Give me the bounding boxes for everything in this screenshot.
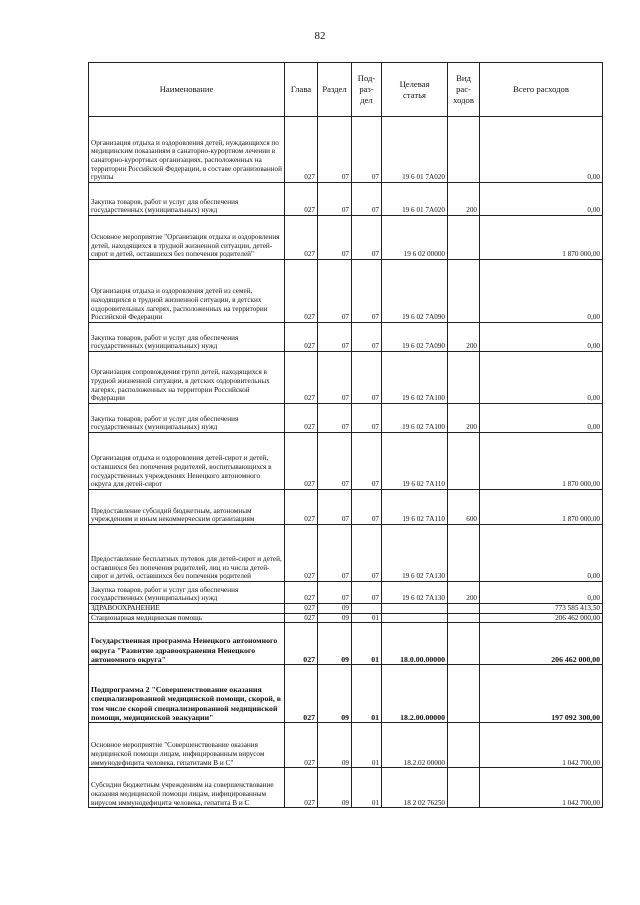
table-row (89, 490, 603, 525)
row-name: Субсидии бюджетным учреждениям на совершенствование оказания медицинской помощи лицам, инфицированным вирусом иммунодефицита человека, гепатита В и С (89, 768, 285, 808)
row-target: 19 6 02 7А090 (382, 260, 448, 323)
row-amount: 1 870 000,00 (480, 490, 603, 525)
table-row (89, 623, 603, 665)
table-row (89, 404, 603, 433)
row-amount: 0,00 (480, 404, 603, 433)
row-glava: 027 (285, 117, 318, 183)
header-razdel: Раздел (318, 63, 352, 117)
row-name: Закупка товаров, работ и услуг для обеспечения государственных (муниципальных) нужд (89, 183, 285, 216)
header-name: Наименование (89, 63, 285, 117)
header-total: Всего расходов (480, 63, 603, 117)
header-target: Целевая статья (382, 63, 448, 117)
row-target: 18.2.02 00000 (382, 723, 448, 768)
row-glava: 027 (285, 613, 318, 623)
table-row (89, 768, 603, 808)
row-target (382, 613, 448, 623)
row-razdel: 09 (318, 768, 352, 808)
table-row (89, 582, 603, 604)
row-podrazdel: 07 (352, 260, 382, 323)
row-name: Государственная программа Ненецкого автономного округа "Развитие здравоохранения Ненецкого автономного округа" (89, 623, 285, 665)
row-name: Закупка товаров, работ и услуг для обеспечения государственных (муниципальных) нужд (89, 582, 285, 604)
row-target: 19 6 01 7А020 (382, 183, 448, 216)
row-amount: 1 042 700,00 (480, 768, 603, 808)
row-razdel: 09 (318, 613, 352, 623)
row-vid: 200 (448, 582, 480, 604)
row-amount: 0,00 (480, 525, 603, 582)
row-podrazdel: 07 (352, 323, 382, 352)
row-vid (448, 604, 480, 614)
row-razdel: 07 (318, 525, 352, 582)
row-vid (448, 260, 480, 323)
row-target: 19 6 01 7А020 (382, 117, 448, 183)
row-amount: 197 092 300,00 (480, 665, 603, 723)
row-target (382, 604, 448, 614)
row-name: Закупка товаров, работ и услуг для обеспечения государственных (муниципальных) нужд (89, 404, 285, 433)
row-glava: 027 (285, 604, 318, 614)
table-row (89, 117, 603, 183)
row-name: Предоставление субсидий бюджетным, автономным учреждениям и иным некоммерческим организациям (89, 490, 285, 525)
table-row (89, 183, 603, 216)
row-target: 19 6 02 7А090 (382, 323, 448, 352)
table-row (89, 433, 603, 490)
row-razdel: 07 (318, 216, 352, 260)
row-glava: 027 (285, 183, 318, 216)
row-target: 19 6 02 7А100 (382, 404, 448, 433)
row-name: ЗДРАВООХРАНЕНИЕ (89, 604, 285, 614)
row-amount: 0,00 (480, 183, 603, 216)
row-razdel: 07 (318, 260, 352, 323)
row-vid: 200 (448, 183, 480, 216)
row-glava: 027 (285, 404, 318, 433)
row-razdel: 07 (318, 490, 352, 525)
row-amount: 206 462 000,00 (480, 623, 603, 665)
row-name: Закупка товаров, работ и услуг для обеспечения государственных (муниципальных) нужд (89, 323, 285, 352)
row-podrazdel: 01 (352, 723, 382, 768)
row-razdel: 09 (318, 604, 352, 614)
row-glava: 027 (285, 665, 318, 723)
row-podrazdel (352, 604, 382, 614)
row-amount: 0,00 (480, 260, 603, 323)
row-glava: 027 (285, 433, 318, 490)
row-glava: 027 (285, 490, 318, 525)
row-target: 19 6 02 00000 (382, 216, 448, 260)
row-name: Предоставление бесплатных путевок для детей-сирот и детей, оставшихся без попечения родителей, лиц из числа детей-сирот и детей, оставшихся без попечения родителей (89, 525, 285, 582)
row-vid (448, 525, 480, 582)
table-row (89, 613, 603, 623)
table-row (89, 352, 603, 404)
row-podrazdel: 01 (352, 768, 382, 808)
row-vid (448, 216, 480, 260)
row-podrazdel: 07 (352, 582, 382, 604)
row-vid (448, 352, 480, 404)
row-razdel: 07 (318, 433, 352, 490)
row-razdel: 07 (318, 183, 352, 216)
row-name: Подпрограмма 2 "Совершенствование оказания специализированной медицинской помощи, скорой, в том числе скорой специализированной медицинской помощи, медицинской эвакуации" (89, 665, 285, 723)
page-number: 82 (314, 30, 326, 42)
row-target: 18.0.00.00000 (382, 623, 448, 665)
row-glava: 027 (285, 723, 318, 768)
row-podrazdel: 07 (352, 352, 382, 404)
header-glava: Глава (285, 63, 318, 117)
table-row (89, 216, 603, 260)
row-target: 18.2.00.00000 (382, 665, 448, 723)
row-glava: 027 (285, 525, 318, 582)
row-vid (448, 433, 480, 490)
row-vid (448, 665, 480, 723)
row-razdel: 09 (318, 665, 352, 723)
row-target: 19 6 02 7А110 (382, 490, 448, 525)
row-vid (448, 723, 480, 768)
table-row (89, 723, 603, 768)
row-vid (448, 613, 480, 623)
row-vid (448, 117, 480, 183)
row-podrazdel: 07 (352, 404, 382, 433)
row-amount: 0,00 (480, 352, 603, 404)
row-name: Организация отдыха и оздоровления детей из семей, находящихся в трудной жизненной ситуации, в детских оздоровительных лагерях, расположенных на территории Российской Федерации (89, 260, 285, 323)
row-razdel: 09 (318, 623, 352, 665)
table-row (89, 260, 603, 323)
row-name: Организация отдыха и оздоровления детей, нуждающихся по медицинским показаниям в санаторно-курортном лечении в санаторно-курортных организациях, расположенных на территории Российской Федерации, в составе организованной группы (89, 117, 285, 183)
row-razdel: 07 (318, 323, 352, 352)
row-amount: 1 870 000,00 (480, 216, 603, 260)
row-name: Организация отдыха и оздоровления детей-сирот и детей, оставшихся без попечения родителей, воспитывающихся в государственных учреждениях Ненецкого автономного округа для детей-сирот (89, 433, 285, 490)
row-podrazdel: 07 (352, 183, 382, 216)
row-vid: 600 (448, 490, 480, 525)
row-razdel: 07 (318, 582, 352, 604)
row-podrazdel: 07 (352, 216, 382, 260)
row-podrazdel: 07 (352, 117, 382, 183)
header-podrazdel: Под- раз- дел (352, 63, 382, 117)
table-row (89, 665, 603, 723)
row-razdel: 09 (318, 723, 352, 768)
row-glava: 027 (285, 352, 318, 404)
row-target: 19 6 02 7А100 (382, 352, 448, 404)
row-razdel: 07 (318, 404, 352, 433)
row-name: Организация сопровождения групп детей, находящихся в трудной жизненной ситуации, в детских оздоровительных лагерях, расположенных на территории Российской Федерации (89, 352, 285, 404)
row-name: Основное мероприятие "Совершенствование оказания медицинской помощи лицам, инфицированным вирусом иммунодефицита человека, гепатитами В и С" (89, 723, 285, 768)
row-name: Стационарная медицинская помощь (89, 613, 285, 623)
row-amount: 0,00 (480, 323, 603, 352)
table-row (89, 525, 603, 582)
row-glava: 027 (285, 582, 318, 604)
row-podrazdel: 07 (352, 525, 382, 582)
row-target: 18 2 02 76250 (382, 768, 448, 808)
row-name: Основное мероприятие "Организация отдыха и оздоровления детей, находящихся в трудной жизненной ситуации, детей-сирот и детей, оставшихся без попечения родителей" (89, 216, 285, 260)
row-podrazdel: 01 (352, 613, 382, 623)
table-row (89, 604, 603, 614)
row-amount: 1 870 000,00 (480, 433, 603, 490)
row-glava: 027 (285, 623, 318, 665)
row-amount: 206 462 000,00 (480, 613, 603, 623)
row-target: 19 6 02 7А130 (382, 525, 448, 582)
row-vid: 200 (448, 404, 480, 433)
row-target: 19 6 02 7А110 (382, 433, 448, 490)
row-amount: 0,00 (480, 117, 603, 183)
table-row (89, 323, 603, 352)
row-glava: 027 (285, 768, 318, 808)
row-vid (448, 623, 480, 665)
row-podrazdel: 01 (352, 665, 382, 723)
row-glava: 027 (285, 323, 318, 352)
header-vid: Вид рас- ходов (448, 63, 480, 117)
row-target: 19 6 02 7А130 (382, 582, 448, 604)
budget-table (88, 62, 603, 808)
row-glava: 027 (285, 260, 318, 323)
row-razdel: 07 (318, 352, 352, 404)
row-amount: 773 585 413,50 (480, 604, 603, 614)
row-podrazdel: 01 (352, 623, 382, 665)
row-podrazdel: 07 (352, 490, 382, 525)
row-amount: 1 042 700,00 (480, 723, 603, 768)
row-podrazdel: 07 (352, 433, 382, 490)
table-header-row (89, 63, 603, 117)
row-razdel: 07 (318, 117, 352, 183)
row-vid (448, 768, 480, 808)
row-amount: 0,00 (480, 582, 603, 604)
row-vid: 200 (448, 323, 480, 352)
row-glava: 027 (285, 216, 318, 260)
